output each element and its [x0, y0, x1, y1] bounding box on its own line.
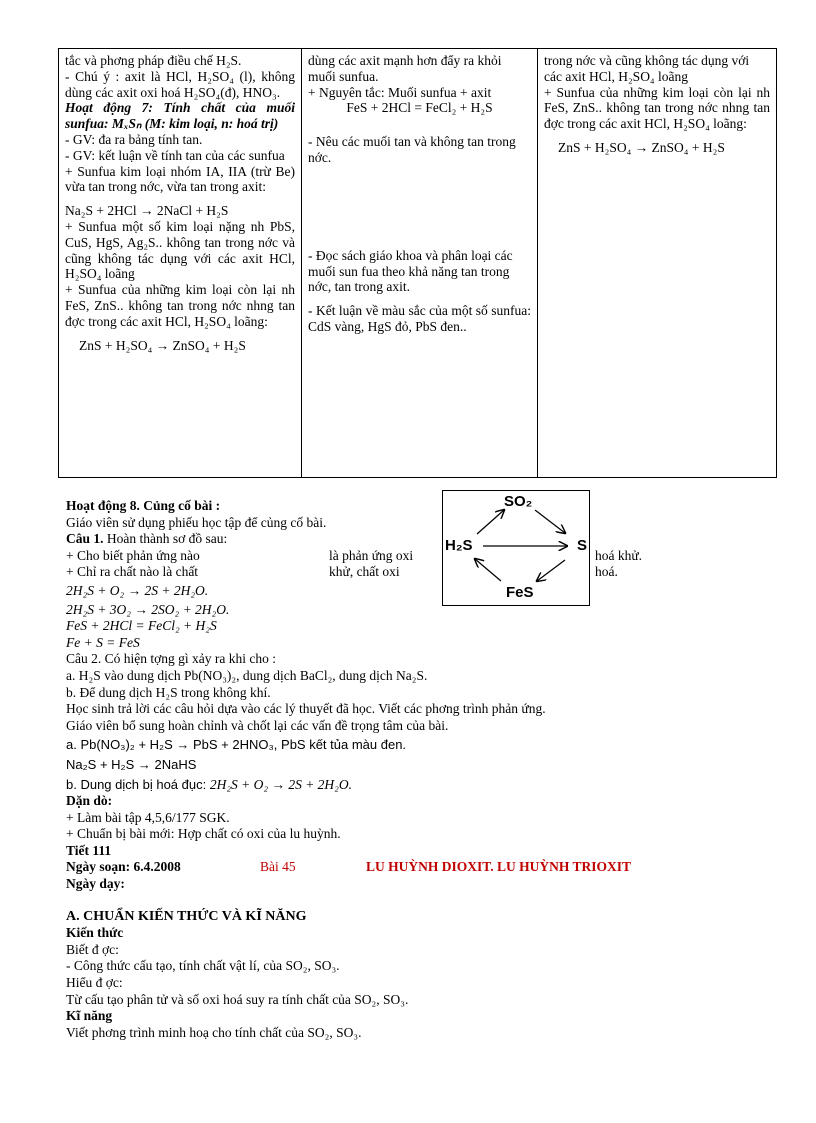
- lesson-title: LU HUỲNH DIOXIT. LU HUỲNH TRIOXIT: [366, 859, 632, 875]
- table-text: - Chú ý : axit là HCl, H₂SO₄ (l), không dùng các axit oxi hoá H₂SO₄(đ), HNO₃.: [65, 68, 295, 100]
- text-line: [66, 548, 766, 565]
- table-text: trong nớc và cũng không tác dụng với các axit HCl, H₂SO₄ loãng: [544, 53, 750, 84]
- text-line: Viết phơng trình minh hoạ cho tính chất của SO₂, SO₃.: [66, 1024, 362, 1040]
- text-segment: là phản ứng oxi: [329, 547, 414, 563]
- equation: Fe + S = FeS: [66, 634, 140, 650]
- table-text: - GV: kết luận về tính tan của các sunfua: [65, 147, 285, 163]
- equation: 2H₂S + O₂ → 2S + 2H₂O.: [209, 776, 352, 792]
- table-text: + Sunfua của những kim loại còn lại nh FeS, ZnS.. không tan trong nớc nhng tan đợc trong các axit HCl, H₂SO₄ loãng:: [544, 84, 770, 132]
- equation: ZnS + H₂SO₄ → ZnSO₄ + H₂S: [558, 139, 725, 155]
- text-segment: b. Dung dịch bị hoá đục:: [66, 776, 210, 792]
- question-label: Câu 1.: [66, 531, 104, 547]
- table-text: + Sunfua của những kim loại còn lại nh FeS, ZnS.. không tan trong nớc nhng tan đợc trong các axit HCl, H₂SO₄ loãng:: [65, 282, 295, 329]
- diagram-label-h2s: H₂S: [445, 537, 473, 554]
- text-segment: + Chỉ ra chất nào là chất: [66, 564, 199, 580]
- date-taught: Ngày dạy:: [66, 876, 125, 892]
- activity-heading: Hoạt động 7: Tính chất của muối sunfua: MₓSₙ (M: kim loại, n: hoá trị): [65, 100, 295, 132]
- text-segment: hoá khử.: [595, 547, 643, 563]
- diagram-label-s: S: [577, 537, 588, 554]
- text-line: b. Để dung dịch H₂S trong không khí.: [66, 684, 271, 700]
- text-line: [66, 777, 766, 794]
- equation: Na₂S + 2HCl → 2NaCl + H₂S: [65, 203, 229, 219]
- text-segment: hoá.: [595, 564, 618, 580]
- equation: 2H₂S + 3O₂ → 2SO₂ + 2H₂O.: [66, 601, 230, 617]
- text-line: [66, 564, 766, 581]
- text-line: Học sinh trả lời các câu hỏi dựa vào các lý thuyết đã học. Viết các phơng trình phản ứng.: [66, 701, 546, 717]
- text-segment: + Cho biết phản ứng nào: [66, 547, 200, 563]
- subsection-heading: Kiến thức: [66, 925, 124, 941]
- text-line: [66, 859, 766, 876]
- table-text: - Nêu các muối tan và không tan trong nớc.: [308, 134, 516, 165]
- subsection-heading: Kĩ năng: [66, 1008, 113, 1024]
- equation: Na₂S + H₂S → 2NaHS: [66, 756, 197, 772]
- table-text: dùng các axit mạnh hơn đẩy ra khỏi muối sunfua.: [308, 53, 502, 84]
- text-line: Hiểu đ ợc:: [66, 975, 123, 991]
- text-line: [66, 531, 766, 548]
- table-text: + Sunfua kim loại nhóm IA, IIA (trừ Be) vừa tan trong nớc, vừa tan trong axit:: [65, 163, 295, 195]
- activity-heading: Hoạt động 8. Củng cố bài :: [66, 498, 221, 513]
- table-text: - GV: đa ra bảng tính tan.: [65, 131, 203, 147]
- text-line: + Chuẩn bị bài mới: Hợp chất có oxi của lu huỳnh.: [66, 826, 341, 842]
- lesson-label: Bài 45: [260, 859, 296, 875]
- equation: FeS + 2HCl = FeCl₂ + H₂S: [66, 618, 217, 634]
- activity-8: [66, 498, 766, 1041]
- text-segment: khử, chất oxi: [329, 564, 400, 580]
- table-text: - Kết luận về màu sắc của một số sunfua: CdS vàng, HgS đỏ, PbS đen..: [308, 303, 531, 334]
- equation: 2H₂S + O₂ → 2S + 2H₂O.: [66, 582, 209, 598]
- table-text: tắc và phơng pháp điều chế H₂S.: [65, 53, 242, 68]
- table-text: + Nguyên tắc: Muối sunfua + axit: [308, 84, 492, 100]
- text-line: a. H₂S vào dung dịch Pb(NO₃)₂, dung dịch BaCl₂, dung dịch Na₂S.: [66, 667, 428, 683]
- question-text: Hoàn thành sơ đồ sau:: [103, 531, 228, 547]
- table-text: - Đọc sách giáo khoa và phân loại các muối sun fua theo khả năng tan trong nớc, tan trong axit.: [308, 247, 513, 295]
- table-text: + Sunfua một số kim loại nặng nh PbS, CuS, HgS, Ag₂S.. không tan trong nớc và cũng không tác dụng với các axit HCl, H₂SO₄ loãng: [65, 218, 295, 282]
- section-heading: Dặn dò:: [66, 793, 113, 809]
- section-heading: A. CHUẨN KIẾN THỨC VÀ KĨ NĂNG: [66, 908, 307, 924]
- text-line: Từ cấu tạo phân tử và số oxi hoá suy ra tính chất của SO₂, SO₃.: [66, 991, 409, 1007]
- text-line: Giáo viên sử dụng phiếu học tập để củng cố bài.: [66, 514, 327, 530]
- date-prepared: Ngày soạn: 6.4.2008: [66, 859, 181, 875]
- lesson-number: Tiết 111: [66, 842, 112, 858]
- text-line: Biết đ ợc:: [66, 941, 119, 957]
- text-line: - Công thức cấu tạo, tính chất vật lí, của SO₂, SO₃.: [66, 958, 340, 974]
- equation: FeS + 2HCl = FeCl₂ + H₂S: [346, 100, 493, 116]
- equation: ZnS + H₂SO₄ → ZnSO₄ + H₂S: [79, 337, 246, 353]
- text-line: + Làm bài tập 4,5,6/177 SGK.: [66, 809, 230, 825]
- equation: a. Pb(NO₃)₂ + H₂S → PbS + 2HNO₃, PbS kết tủa màu đen.: [66, 737, 407, 753]
- diagram-label-fes: FeS: [506, 584, 534, 601]
- text-line: Giáo viên bổ sung hoàn chỉnh và chốt lại các vấn đề trọng tâm của bài.: [66, 717, 449, 733]
- text-line: Câu 2. Có hiện tợng gì xảy ra khi cho :: [66, 651, 276, 667]
- diagram-label-so2: SO₂: [504, 493, 533, 510]
